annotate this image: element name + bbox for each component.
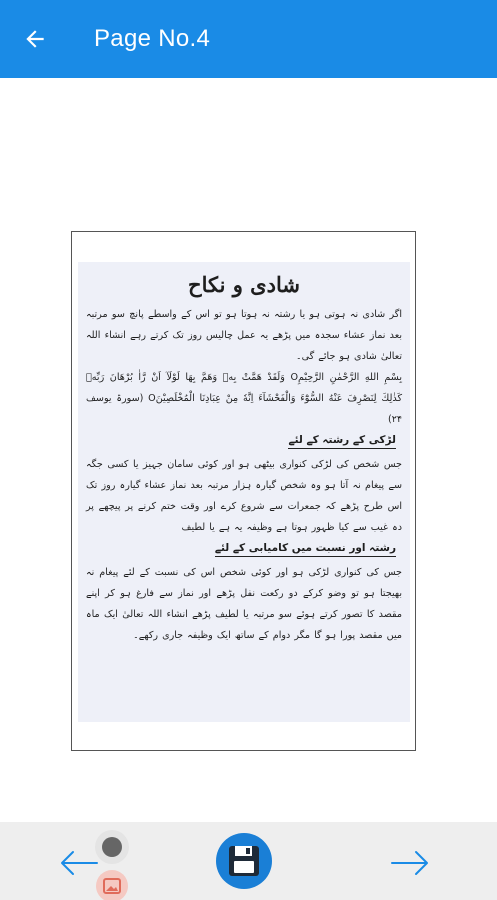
page-paragraph-1: اگر شادی نہ ہوتی ہو یا رشتہ نہ ہوتا ہو تو اس کے واسطے پانچ سو مرتبہ بعد نماز عشاء سجدہ میں پڑھے یہ عمل چالیس روز تک کرتے رہے انشاء اللہ تعالیٰ شادی ہو جائے گی۔ (86, 309, 402, 362)
page-title: Page No.4 (94, 25, 211, 52)
page-paragraph-2: جس شخص کی لڑکی کنواری بیٹھی ہو اور کوئی سامان جہیز یا کسی جگہ سے پیغام نہ آتا ہو وہ شخص گیارہ ہزار مرتبہ بعد نماز عشاء گیارہ روز تک اس طرح پڑھے کہ جمعرات سے شروع کرے اور وقت ختم کرنے پر پیچھے پر دہ غیب سے کیا ظہور ہوتا ہے وظیفہ یہ ہے یا لطیف (86, 459, 402, 533)
page-subheading-1 (78, 430, 410, 454)
back-button[interactable] (0, 0, 70, 78)
next-page-button[interactable] (387, 840, 433, 886)
page-subheading-1-text: لڑکی کے رشتہ کے لئے (288, 434, 396, 449)
arrow-left-icon (59, 849, 99, 877)
page-viewer[interactable] (0, 78, 497, 822)
page-subheading-2 (78, 538, 410, 562)
arrow-right-icon (390, 849, 430, 877)
page-subheading-2-text: رشتہ اور نسبت میں کامیابی کے لئے (215, 542, 396, 557)
screen-recorder-dot[interactable] (95, 830, 129, 864)
record-icon (102, 837, 122, 857)
app-bar (0, 0, 497, 78)
scanned-page (78, 262, 410, 722)
bottom-bar (0, 822, 497, 900)
page-paragraph-3: جس کی کنواری لڑکی ہو اور کوئی شخص اس کی نسبت کے لئے پیغام نہ بھیجتا ہو تو وضو کرکے دو رکعت نفل پڑھے اور نماز سے فارغ ہو کر اپنے مقصد کا تصور کرتے ہوئے سو مرتبہ یا لطیف پڑھے انشاء اللہ تعالیٰ ایک ماہ میں مقصد پورا ہو گا مگر دوام کے ساتھ ایک وظیفہ جاری رکھے۔ (86, 567, 402, 641)
arabic-verse: بِسْمِ اللهِ الرَّحْمٰنِ الرَّحِيْمِO وَلَقَدْ هَمَّتْ بِهٖ وَهَمَّ بِهَا لَوْلَآ اَنْ رَّاٰ بُرْهَانَ رَبِّهٖ كَذٰلِكَ لِنَصْرِفَ عَنْهُ السُّوْٓءَ وَالْفَحْشَآءَ اِنَّهٗ مِنْ عِبَادِنَا الْمُخْلَصِيْنَO (سورۃ یوسف ۲۴) (86, 372, 403, 425)
floppy-disk-icon (225, 842, 263, 880)
image-icon (103, 878, 121, 894)
page-heading: شادی و نکاح (188, 272, 300, 297)
arrow-left-icon (22, 26, 48, 52)
screenshot-overlay-button[interactable] (96, 870, 128, 900)
save-button[interactable] (216, 833, 272, 889)
page-image-frame (71, 231, 416, 751)
